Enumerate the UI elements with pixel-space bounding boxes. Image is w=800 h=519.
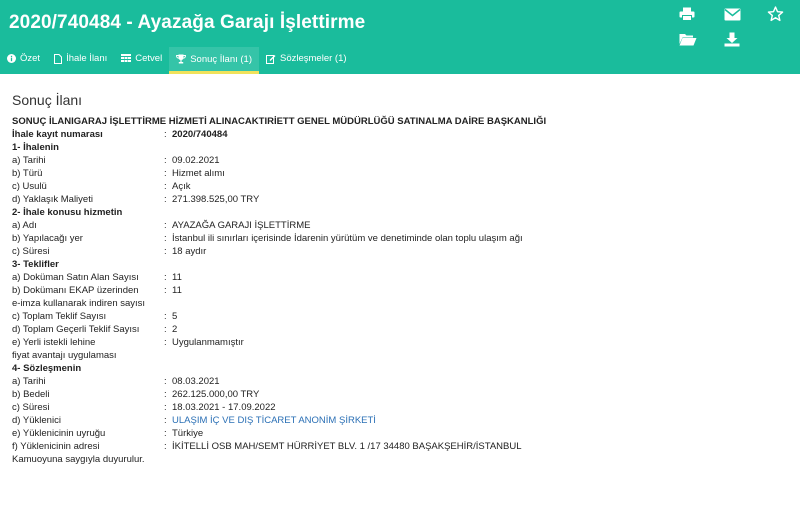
detail-row: c) Süresi : 18 aydır bbox=[12, 246, 207, 257]
detail-row: b) Bedeli : 262.125.000,00 TRY bbox=[12, 389, 260, 400]
section-heading: 4- Sözleşmenin bbox=[12, 363, 82, 374]
download-icon[interactable] bbox=[723, 31, 741, 47]
tab-label: İhale İlanı bbox=[66, 53, 108, 64]
detail-row-continuation: fiyat avantajı uygulaması bbox=[12, 350, 117, 361]
row-value: 2020/740484 bbox=[172, 129, 228, 140]
tab-cetvel[interactable] bbox=[114, 47, 169, 70]
page-header bbox=[0, 0, 800, 74]
print-icon[interactable] bbox=[678, 7, 696, 21]
tab-sonuc-ilani[interactable] bbox=[169, 47, 259, 74]
tab-bar bbox=[0, 47, 354, 74]
info-circle-icon bbox=[7, 54, 16, 63]
tab-sozlesmeler[interactable] bbox=[259, 47, 354, 70]
organization-line: SONUÇ İLANIGARAJ İŞLETTİRME HİZMETİ ALINACAKTIRİETT GENEL MÜDÜRLÜĞÜ SATINALMA DAİRE BAŞKANLIĞI bbox=[12, 116, 547, 127]
detail-row: c) Usulü : Açık bbox=[12, 181, 191, 192]
detail-row: d) Yaklaşık Maliyeti : 271.398.525,00 TRY bbox=[12, 194, 260, 205]
tab-label: Özet bbox=[20, 53, 41, 64]
tender-registration-row: İhale kayıt numarası : 2020/740484 bbox=[12, 128, 792, 141]
page-title-header: 2020/740484 - Ayazağa Garajı İşlettirme bbox=[9, 12, 366, 33]
tab-label: Sözleşmeler (1) bbox=[280, 53, 347, 64]
detail-row: c) Süresi : 18.03.2021 - 17.09.2022 bbox=[12, 402, 276, 413]
detail-row: b) Dokümanı EKAP üzerinden : 11 bbox=[12, 285, 182, 296]
row-label: İhale kayıt numarası bbox=[12, 129, 103, 140]
section-heading: 2- İhale konusu hizmetin bbox=[12, 207, 123, 218]
detail-row: a) Doküman Satın Alan Sayısı : 11 bbox=[12, 272, 182, 283]
tab-label: Sonuç İlanı (1) bbox=[190, 53, 252, 65]
detail-row: e) Yüklenicinin uyruğu : Türkiye bbox=[12, 428, 204, 439]
detail-row: c) Toplam Teklif Sayısı : 5 bbox=[12, 311, 178, 322]
table-icon bbox=[121, 54, 131, 63]
detail-row: a) Tarihi : 09.02.2021 bbox=[12, 155, 220, 166]
folder-open-icon[interactable] bbox=[678, 32, 697, 46]
closing-note: Kamuoyuna saygıyla duyurulur. bbox=[12, 454, 145, 465]
contractor-link[interactable]: ULAŞIM İÇ VE DIŞ TİCARET ANONİM ŞİRKETİ bbox=[172, 415, 376, 426]
detail-row: b) Yapılacağı yer : İstanbul ili sınırları içerisinde İdarenin yürütüm ve denetiminde olan toplu ulaşım ağı bbox=[12, 233, 523, 244]
result-announcement bbox=[12, 92, 792, 466]
star-icon[interactable] bbox=[766, 5, 784, 22]
tab-ozet[interactable] bbox=[0, 47, 47, 70]
detail-row-continuation: e-imza kullanarak indiren sayısı bbox=[12, 298, 146, 309]
section-heading: 1- İhalenin bbox=[12, 142, 59, 153]
detail-row: d) Toplam Geçerli Teklif Sayısı : 2 bbox=[12, 324, 178, 335]
tab-label: Cetvel bbox=[135, 53, 163, 64]
edit-icon bbox=[266, 54, 276, 64]
detail-row: a) Tarihi : 08.03.2021 bbox=[12, 376, 220, 387]
detail-row: b) Türü : Hizmet alımı bbox=[12, 168, 225, 179]
detail-row: a) Adı : AYAZAĞA GARAJI İŞLETTİRME bbox=[12, 220, 311, 231]
section-heading: 3- Teklifler bbox=[12, 259, 59, 270]
document-title: Sonuç İlanı bbox=[12, 92, 83, 108]
trophy-icon bbox=[176, 54, 186, 64]
envelope-icon[interactable] bbox=[723, 7, 741, 21]
file-icon bbox=[54, 54, 62, 64]
tab-ihale-ilani[interactable] bbox=[47, 47, 114, 70]
detail-row: f) Yüklenicinin adresi : İKİTELLİ OSB MAH/SEMT HÜRRİYET BLV. 1 /17 34480 BAŞAKŞEHİR/İSTANBUL bbox=[12, 441, 522, 452]
detail-row: d) Yüklenici : ULAŞIM İÇ VE DIŞ TİCARET ANONİM ŞİRKETİ bbox=[12, 414, 792, 427]
detail-row: e) Yerli istekli lehine : Uygulanmamıştır bbox=[12, 337, 244, 348]
